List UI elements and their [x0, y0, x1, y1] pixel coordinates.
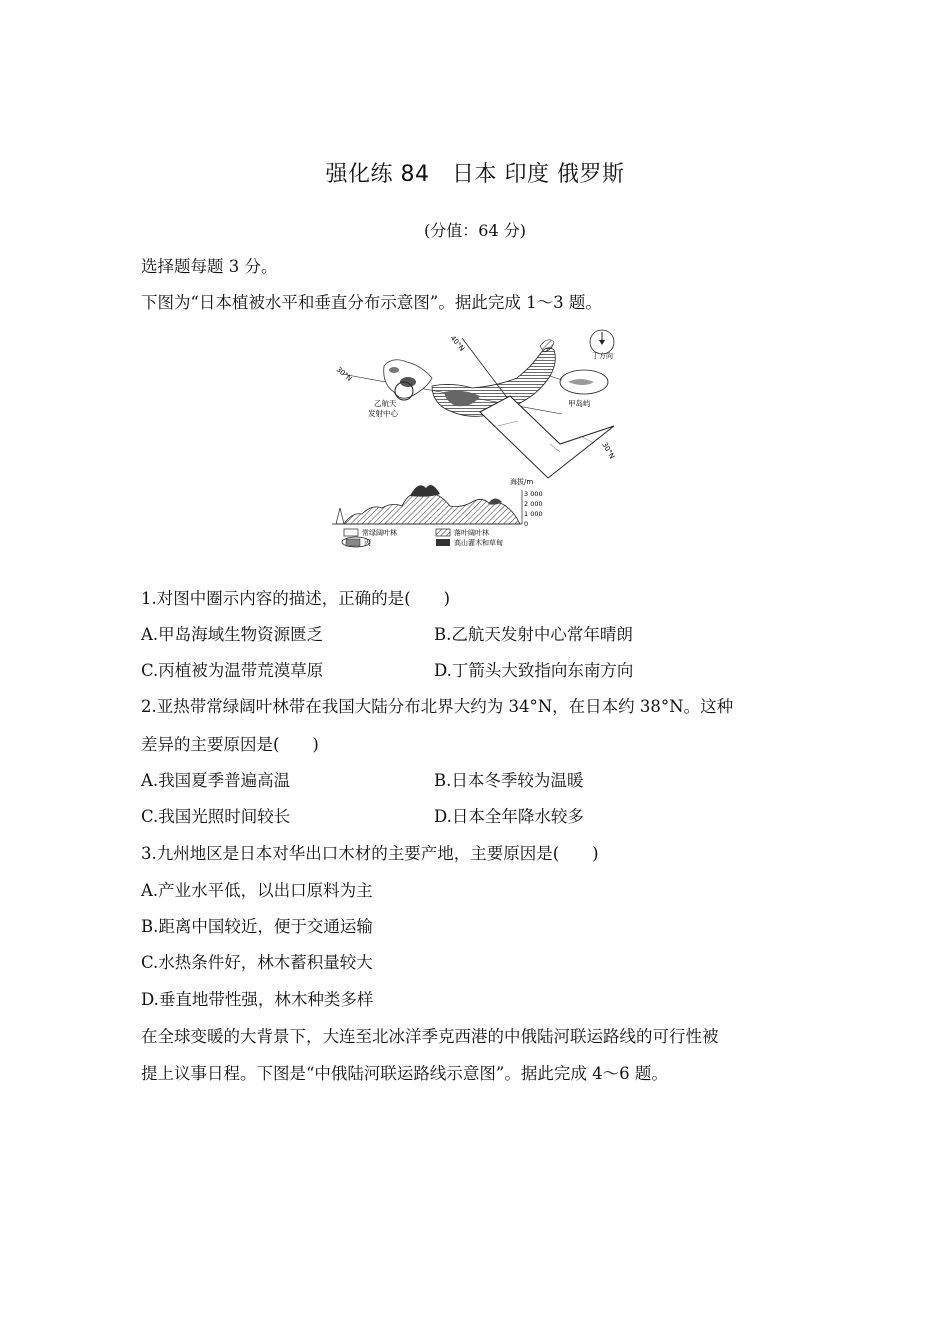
- question-2-stem-line2: 差异的主要原因是( ): [141, 735, 319, 754]
- lat-30-right-label: 30°N: [600, 441, 617, 461]
- japan-vegetation-map: [322, 326, 632, 552]
- landmass-dark-spot-2: [389, 367, 399, 373]
- page-title: 强化练 84 日本 印度 俄罗斯: [325, 162, 625, 187]
- question-1-option-d[interactable]: D.丁箭头大致指向东南方向: [434, 661, 634, 680]
- alt-2000: 2 000: [524, 500, 543, 508]
- question-2-option-a[interactable]: A.我国夏季普遍高温: [141, 771, 291, 790]
- inset-frame: [480, 396, 617, 478]
- legend-evergreen-swatch: [344, 529, 358, 536]
- lat-40-label: 40°N: [448, 334, 466, 353]
- launch-center-label-1: 乙航天: [374, 399, 397, 408]
- question-2-option-d[interactable]: D.日本全年降水较多: [434, 807, 584, 826]
- question-3-option-b[interactable]: B.距离中国较近，便于交通运输: [141, 917, 373, 936]
- ding-label: 丁方向: [592, 352, 613, 360]
- question-2-option-b[interactable]: B.日本冬季较为温暖: [434, 771, 584, 790]
- lat-30-left-label: 30°N: [334, 365, 354, 383]
- alt-3000: 3 000: [524, 490, 543, 498]
- figure2-intro-line1: 在全球变暖的大背景下，大连至北冰洋季克西港的中俄陆河联运路线的可行性被: [141, 1027, 719, 1046]
- alt-1000: 1 000: [524, 510, 543, 518]
- japan-vegetation-figure: [322, 326, 632, 552]
- figure1-intro: 下图为“日本植被水平和垂直分布示意图”。据此完成 1～3 题。: [141, 293, 602, 312]
- question-3-option-d[interactable]: D.垂直地带性强，林木种类多样: [141, 990, 374, 1009]
- profile-alpine-peak: [410, 485, 440, 497]
- alt-0: 0: [524, 520, 529, 528]
- question-1-option-b[interactable]: B.乙航天发射中心常年晴朗: [434, 625, 633, 644]
- legend-deciduous-label: 落叶阔叶林: [454, 529, 489, 537]
- legend-alpine-label: 高山灌木和草甸: [454, 539, 503, 547]
- question-2-stem-line1: 2.亚热带常绿阔叶林带在我国大陆分布北界大约为 34°N，在日本约 38°N。这种: [141, 697, 734, 716]
- question-3-option-c[interactable]: C.水热条件好，林木蓄积量较大: [141, 953, 373, 972]
- question-3-stem: 3.九州地区是日本对华出口木材的主要产地，主要原因是( ): [141, 844, 599, 863]
- legend-bing-label: 丙: [364, 539, 371, 547]
- question-3-option-a[interactable]: A.产业水平低，以出口原料为主: [141, 881, 373, 900]
- question-1-option-a[interactable]: A.甲岛海域生物资源匮乏: [141, 625, 324, 644]
- question-1-option-c[interactable]: C.丙植被为温带荒漠草原: [141, 661, 324, 680]
- altitude-label: 海拔/m: [510, 478, 534, 486]
- legend-deciduous-swatch: [436, 529, 450, 536]
- score-info: (分值：64 分): [424, 221, 526, 240]
- launch-center-label-2: 发射中心: [368, 409, 398, 418]
- jiadao-label: 甲岛屿: [568, 399, 591, 408]
- legend-alpine-swatch: [436, 539, 450, 546]
- question-2-option-c[interactable]: C.我国光照时间较长: [141, 807, 291, 826]
- legend-bing-swatch: [346, 539, 360, 546]
- intro-text: 选择题每题 3 分。: [141, 257, 278, 276]
- question-1-stem: 1.对图中圈示内容的描述，正确的是( ): [141, 589, 451, 608]
- figure2-intro-line2: 提上议事日程。下图是“中俄陆河联运路线示意图”。据此完成 4～6 题。: [141, 1064, 668, 1083]
- legend-evergreen-label: 常绿阔叶林: [362, 529, 397, 537]
